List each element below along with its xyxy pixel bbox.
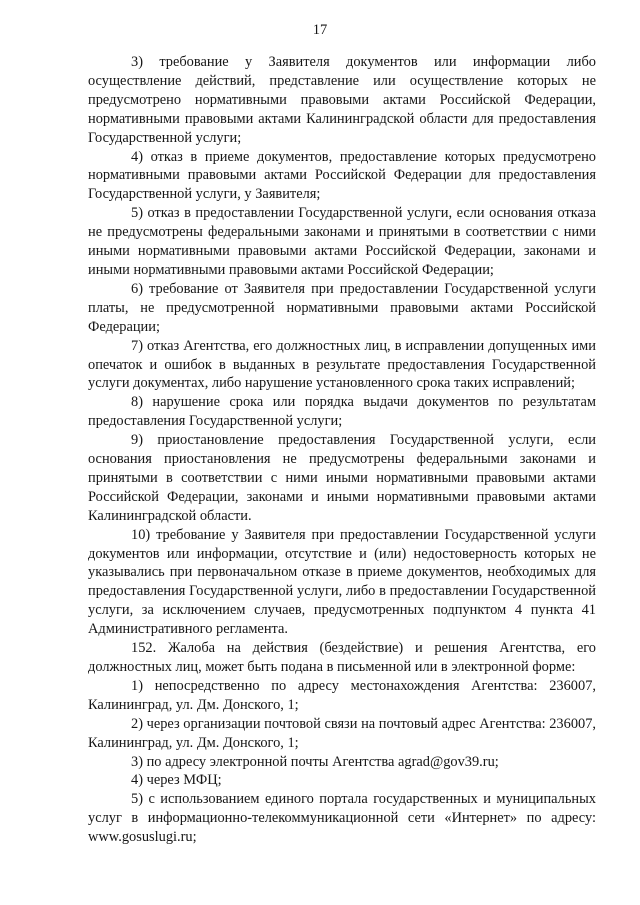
paragraph-item-9: 9) приостановление предоставления Государственной услуги, если основания приостановления не предусмотрены федеральными законами и принятыми в соответствии с ними иными нормативными правовыми актами Российской Федерации, законами и иными нормативными правовыми актами Калининградской области. bbox=[88, 432, 596, 524]
paragraph-item-5: 5) отказ в предоставлении Государственной услуги, если основания отказа не предусмотрены федеральными законами и принятыми в соответствии с ними иными нормативными правовыми актами Российской Федерации, законами и иными нормативными правовыми актами Российской Федерации; bbox=[88, 205, 596, 278]
paragraph-submission-1: 1) непосредственно по адресу местонахождения Агентства: 236007, Калининград, ул. Дм. Донского, 1; bbox=[88, 677, 596, 713]
paragraph-submission-3: 3) по адресу электронной почты Агентства agrad@gov39.ru; bbox=[131, 753, 499, 770]
paragraph-item-10: 10) требование у Заявителя при предоставлении Государственной услуги документов или информации, отсутствие и (или) недостоверность которых не указывались при первоначальном отказе в приеме документов, необходимых для предоставления Государственной услуги, либо в предоставлении Государственной услуги, за исключением случаев, предусмотренных подпунктом 4 пункта 41 Административного регламента. bbox=[88, 526, 596, 638]
paragraph-submission-5: 5) с использованием единого портала государственных и муниципальных услуг в информационно-телекоммуникационной сети «Интернет» по адресу: www.gosuslugi.ru; bbox=[88, 791, 596, 846]
paragraph-submission-2: 2) через организации почтовой связи на почтовый адрес Агентства: 236007, Калининград, ул. Дм. Донского, 1; bbox=[88, 715, 596, 751]
paragraph-section-152: 152. Жалоба на действия (бездействие) и решения Агентства, его должностных лиц, может быть подана в письменной или в электронной форме: bbox=[88, 640, 596, 675]
paragraph-item-8: 8) нарушение срока или порядка выдачи документов по результатам предоставления Государственной услуги; bbox=[88, 394, 596, 430]
page-number: 17 bbox=[312, 22, 328, 38]
document-body bbox=[88, 53, 596, 847]
paragraph-submission-4: 4) через МФЦ; bbox=[131, 772, 222, 789]
paragraph-item-3: 3) требование у Заявителя документов или информации либо осуществление действий, представление или осуществление которых не предусмотрено нормативными правовыми актами Российской Федерации, нормативными правовыми актами Калининградской области для предоставления Государственной услуги; bbox=[88, 54, 596, 146]
paragraph-item-4: 4) отказ в приеме документов, предоставление которых предусмотрено нормативными правовыми актами Российской Федерации для предоставления Государственной услуги, у Заявителя; bbox=[88, 148, 596, 203]
paragraph-item-7: 7) отказ Агентства, его должностных лиц, в исправлении допущенных ими опечаток и ошибок в выданных в результате предоставления Государственной услуги документах, либо нарушение установленного срока таких исправлений; bbox=[88, 337, 596, 392]
paragraph-item-6: 6) требование от Заявителя при предоставлении Государственной услуги платы, не предусмотренной нормативными правовыми актами Российской Федерации; bbox=[88, 280, 596, 335]
